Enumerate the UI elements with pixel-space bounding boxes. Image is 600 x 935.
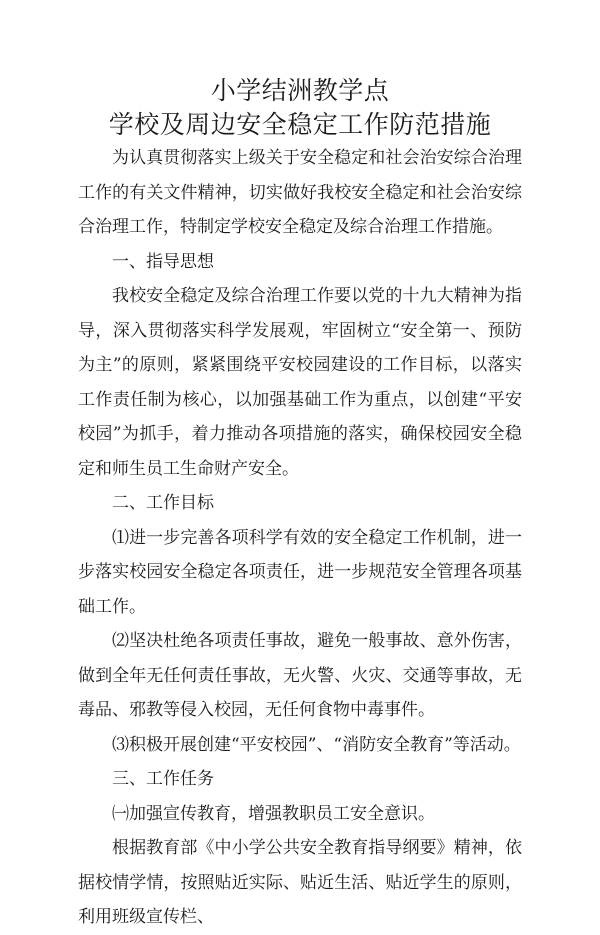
document-title-school: 小学结洲教学点 [210,76,390,105]
document-body [78,141,522,935]
intro-paragraph: 为认真贯彻落实上级关于安全稳定和社会治安综合治理工作的有关文件精神，切实做好我校安全稳定和社会治安综合治理工作，特制定学校安全稳定及综合治理工作措施。 [78,148,522,237]
goal-item-1: ⑴进一步完善各项科学有效的安全稳定工作机制，进一步落实校园安全稳定各项责任，进一步规范安全管理各项基础工作。 [78,527,522,617]
task-item-1-heading: ㈠加强宣传教育，增强教职员工安全意识。 [112,803,435,824]
task-item-1-paragraph: 根据教育部《中小学公共安全教育指导纲要》精神，依据校情学情，按照贴近实际、贴近生活、贴近学生的原则，利用班级宣传栏、 [78,838,522,927]
section-heading-work-tasks: 三、工作任务 [112,769,214,789]
section-heading-guiding-ideology: 一、指导思想 [112,251,214,272]
goal-item-2: ⑵坚决杜绝各项责任事故，避免一般事故、意外伤害，做到全年无任何责任事故，无火警、火灾、交通等事故，无毒品、邪教等侵入校园，无任何食物中毒事件。 [78,631,522,720]
section-heading-work-goals: 二、工作目标 [112,493,214,513]
goal-item-3: ⑶积极开展创建“平安校园”、“消防安全教育”等活动。 [112,734,521,755]
document-title-main: 学校及周边安全稳定工作防范措施 [108,110,492,139]
guiding-ideology-paragraph: 我校安全稳定及综合治理工作要以党的十九大精神为指导，深入贯彻落实科学发展观，牢固树立“安全第一、预防为主”的原则，紧紧围绕平安校园建设的工作目标，以落实工作责任制为核心，以加强基础工作为重点，以创建“平安校园”为抓手，着力推动各项措施的落实，确保校园安全稳定和师生员工生命财产安全。 [78,286,522,479]
